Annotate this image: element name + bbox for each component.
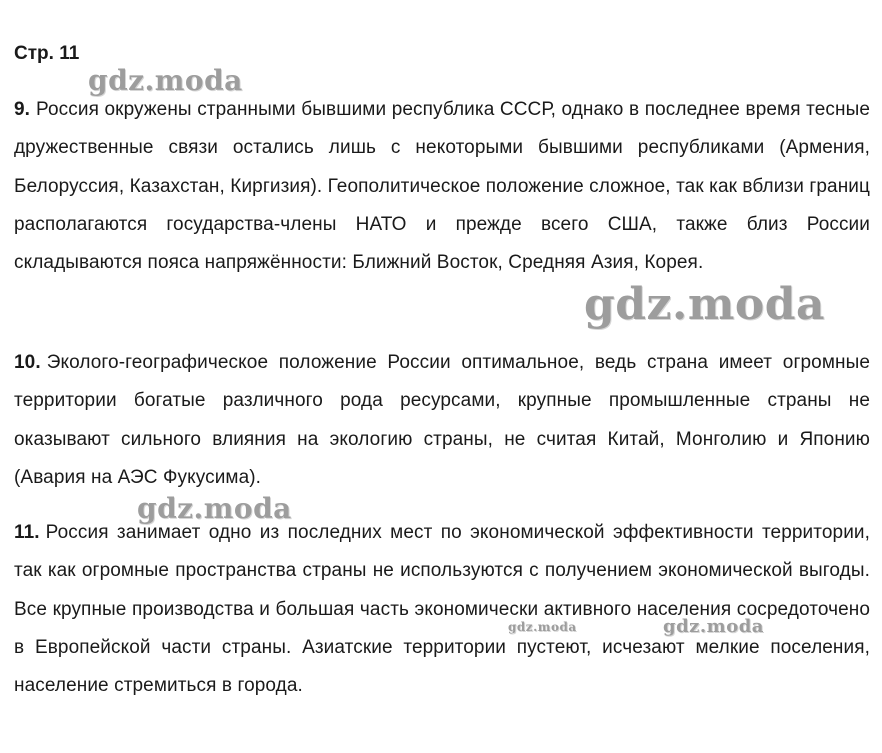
watermark: gdz.moda xyxy=(137,492,292,525)
paragraph-9 xyxy=(14,91,870,282)
paragraph-text: Эколого-географическое положение России оптимальное, ведь страна имеет огромные территории богатые различного рода ресурсами, крупные промышленные страны не оказывают сильного влияния на экологию страны, не считая Китай, Монголию и Японию (Авария на АЭС Фукусима). xyxy=(14,352,870,488)
watermark: gdz.moda xyxy=(584,279,826,330)
paragraph-number: 10. xyxy=(14,352,41,373)
paragraph-10 xyxy=(14,344,870,497)
watermark: gdz.moda xyxy=(508,620,577,634)
watermark: gdz.moda xyxy=(663,616,764,637)
paragraph-text: Россия занимает одно из последних мест по экономической эффективности территории, так как огромные пространства страны не используются с получением экономической выгоды. Все крупные производства и большая часть экономически активного населения сосредоточено в Европейской части страны. Азиатские территории пустеют, исчезают мелкие поселения, население стремиться в города. xyxy=(14,522,870,697)
watermark: gdz.moda xyxy=(88,64,243,97)
paragraph-number: 9. xyxy=(14,99,31,120)
paragraph-number: 11. xyxy=(14,522,40,543)
paragraph-11 xyxy=(14,514,870,705)
page-number-label: Стр. 11 xyxy=(14,43,80,64)
paragraph-text: Россия окружены странными бывшими республика СССР, однако в последнее время тесные дружественные связи остались лишь с некоторыми бывшими республиками (Армения, Белоруссия, Казахстан, Киргизия). Геополитическое положение сложное, так как вблизи границ располагаются государства-члены НАТО и прежде всего США, также близ России складываются пояса напряжённости: Ближний Восток, Средняя Азия, Корея. xyxy=(14,99,870,274)
